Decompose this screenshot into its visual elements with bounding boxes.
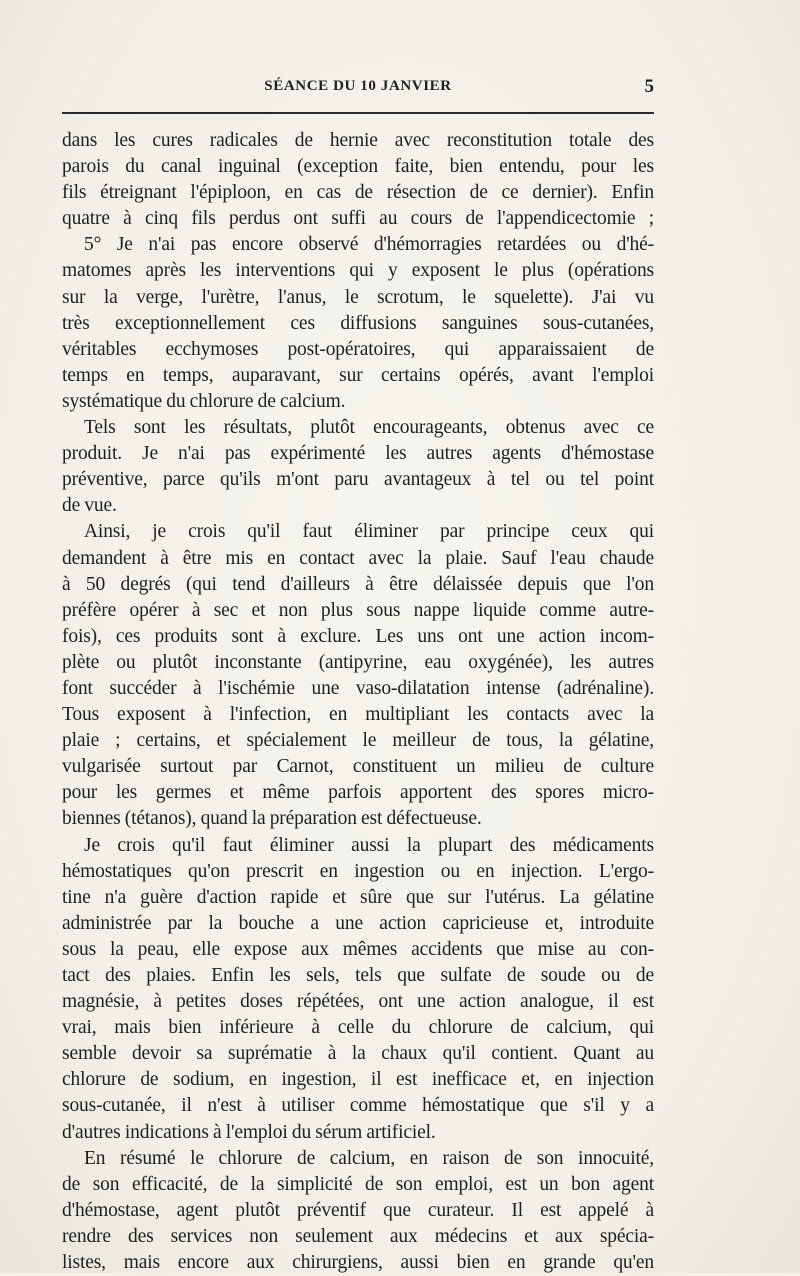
- text-line: 5° Je n'ai pas encore observé d'hémorragies retardées ou d'hé-: [84, 234, 654, 256]
- text-line: parois du canal inguinal (exception faite, bien entendu, pour les: [62, 156, 654, 178]
- text-line: pour les germes et même parfois apportent des spores micro-: [62, 782, 654, 804]
- header-rule: [62, 112, 654, 114]
- text-line: sur la verge, l'urètre, l'anus, le scrotum, le squelette). J'ai vu: [62, 286, 654, 308]
- text-line: En résumé le chlorure de calcium, en raison de son innocuité,: [84, 1147, 654, 1169]
- text-line: matomes après les interventions qui y exposent le plus (opérations: [62, 260, 654, 282]
- text-line: sous la peau, elle expose aux mêmes accidents que mise au con-: [62, 938, 654, 960]
- text-line: Je crois qu'il faut éliminer aussi la plupart des médicaments: [84, 834, 654, 856]
- text-line: très exceptionnellement ces diffusions sanguines sous-cutanées,: [62, 312, 654, 334]
- text-line: administrée par la bouche a une action capricieuse et, introduite: [62, 912, 654, 934]
- text-line: plète ou plutôt inconstante (antipyrine, eau oxygénée), les autres: [62, 651, 654, 673]
- text-line: fois), ces produits sont à exclure. Les uns ont une action incom-: [62, 625, 654, 647]
- text-line: sous-cutanée, il n'est à utiliser comme hémostatique que s'il y a: [62, 1095, 654, 1117]
- text-line: préventive, parce qu'ils m'ont paru avantageux à tel ou tel point: [62, 469, 654, 491]
- text-line: demandent à être mis en contact avec la plaie. Sauf l'eau chaude: [62, 547, 654, 569]
- text-line: rendre des services non seulement aux médecins et aux spécia-: [62, 1225, 654, 1247]
- text-line: font succéder à l'ischémie une vaso-dilatation intense (adrénaline).: [62, 677, 654, 699]
- text-line: biennes (tétanos), quand la préparation est défectueuse.: [62, 808, 482, 830]
- text-line: vulgarisée surtout par Carnot, constituent un milieu de culture: [62, 756, 654, 778]
- text-line: d'hémostase, agent plutôt préventif que curateur. Il est appelé à: [62, 1199, 654, 1221]
- text-line: préfère opérer à sec et non plus sous nappe liquide comme autre-: [62, 599, 654, 621]
- text-line: tine n'a guère d'action rapide et sûre que sur l'utérus. La gélatine: [62, 886, 654, 908]
- text-line: de vue.: [62, 495, 117, 517]
- text-line: systématique du chlorure de calcium.: [62, 390, 346, 412]
- page-number: 5: [644, 76, 654, 97]
- text-line: produit. Je n'ai pas expérimenté les autres agents d'hémostase: [62, 443, 654, 465]
- body-text: [62, 128, 654, 1276]
- text-line: à 50 degrés (qui tend d'ailleurs à être délaissée depuis que l'on: [62, 573, 654, 595]
- text-line: tact des plaies. Enfin les sels, tels que sulfate de soude ou de: [62, 965, 654, 986]
- text-line: hémostatiques qu'on prescrit en ingestion ou en injection. L'ergo-: [62, 860, 654, 882]
- text-line: vrai, mais bien inférieure à celle du chlorure de calcium, qui: [62, 1017, 654, 1039]
- text-line: fils étreignant l'épiploon, en cas de résection de ce dernier). Enfin: [62, 182, 654, 204]
- text-line: d'autres indications à l'emploi du sérum artificiel.: [62, 1121, 436, 1143]
- text-line: magnésie, à petites doses répétées, ont une action analogue, il est: [62, 991, 654, 1013]
- text-line: quatre à cinq fils perdus ont suffi au cours de l'appendicectomie ;: [62, 208, 654, 230]
- page-header: [62, 76, 654, 102]
- text-line: listes, mais encore aux chirurgiens, aussi bien en grande qu'en: [62, 1252, 654, 1274]
- text-line: semble devoir sa suprématie à la chaux qu'il contient. Quant au: [62, 1043, 654, 1065]
- text-line: Tels sont les résultats, plutôt encourageants, obtenus avec ce: [84, 417, 654, 439]
- text-line: dans les cures radicales de hernie avec reconstitution totale des: [62, 130, 654, 151]
- text-line: chlorure de sodium, en ingestion, il est inefficace et, en injection: [62, 1069, 654, 1091]
- text-line: Tous exposent à l'infection, en multipliant les contacts avec la: [62, 704, 654, 726]
- running-head: SÉANCE DU 10 JANVIER: [264, 78, 452, 94]
- text-line: véritables ecchymoses post-opératoires, qui apparaissaient de: [62, 338, 654, 360]
- text-line: Ainsi, je crois qu'il faut éliminer par principe ceux qui: [84, 521, 654, 543]
- text-line: plaie ; certains, et spécialement le meilleur de tous, la gélatine,: [62, 730, 654, 752]
- text-line: de son efficacité, de la simplicité de son emploi, est un bon agent: [62, 1173, 654, 1195]
- text-line: temps en temps, auparavant, sur certains opérés, avant l'emploi: [62, 364, 654, 386]
